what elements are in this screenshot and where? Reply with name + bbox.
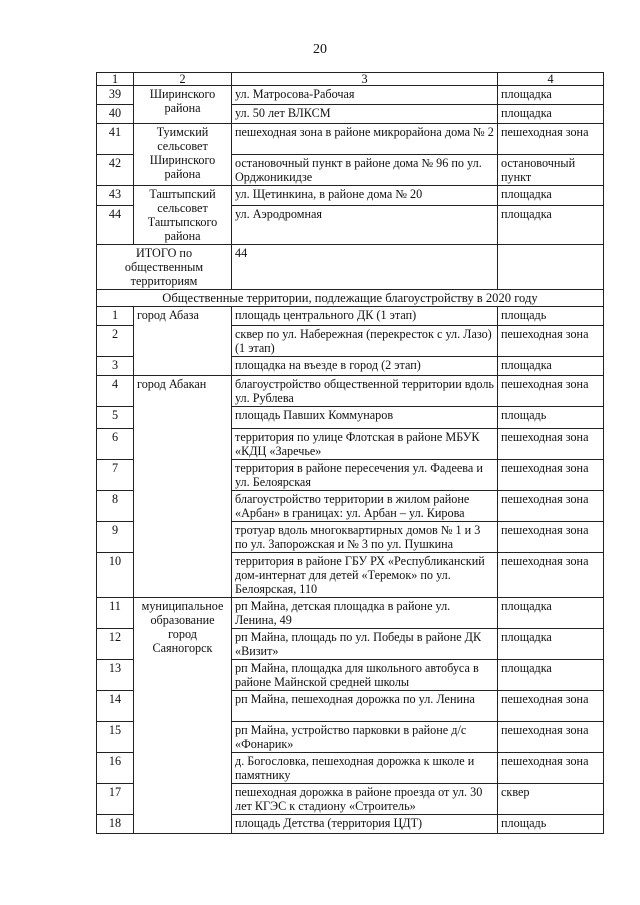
territory-name: площадка на въезде в город (2 этап) bbox=[232, 357, 498, 376]
table-row bbox=[97, 598, 604, 629]
territory-type: пешеходная зона bbox=[498, 460, 604, 491]
table-row bbox=[97, 376, 604, 407]
territory-name: рп Майна, площадка для школьного автобуса в районе Майнской средней школы bbox=[232, 660, 498, 691]
total-label: ИТОГО по общественным территориям bbox=[97, 245, 232, 290]
territory-name: ул. Щетинкина, в районе дома № 20 bbox=[232, 186, 498, 206]
territory-name: площадь Павших Коммунаров bbox=[232, 407, 498, 429]
total-value: 44 bbox=[232, 245, 498, 290]
territory-name: пешеходная дорожка в районе проезда от ул. 30 лет КГЭС к стадиону «Строитель» bbox=[232, 784, 498, 815]
row-number: 13 bbox=[97, 660, 134, 691]
section-row bbox=[97, 290, 604, 307]
territory-type: пешеходная зона bbox=[498, 491, 604, 522]
table-header-row bbox=[97, 73, 604, 86]
territory-name: ул. Аэродромная bbox=[232, 206, 498, 245]
territory-name: тротуар вдоль многоквартирных домов № 1 и 3 по ул. Запорожская и № 3 по ул. Пушкина bbox=[232, 522, 498, 553]
territory-type: площадка bbox=[498, 206, 604, 245]
municipality-cell: город Абаза bbox=[134, 307, 232, 376]
table-row bbox=[97, 86, 604, 105]
territory-type: площадь bbox=[498, 815, 604, 834]
territory-type: площадь bbox=[498, 407, 604, 429]
territory-type: пешеходная зона bbox=[498, 429, 604, 460]
territory-name: территория в районе ГБУ РХ «Республиканский дом-интернат для детей «Теремок» по ул. Белоярская, 110 bbox=[232, 553, 498, 598]
row-number: 17 bbox=[97, 784, 134, 815]
territory-type: площадка bbox=[498, 357, 604, 376]
row-number: 15 bbox=[97, 722, 134, 753]
territory-type: пешеходная зона bbox=[498, 376, 604, 407]
territory-type: пешеходная зона bbox=[498, 722, 604, 753]
territories-table bbox=[96, 72, 604, 834]
territory-name: ул. Матросова-Рабочая bbox=[232, 86, 498, 105]
municipality-cell: город Абакан bbox=[134, 376, 232, 598]
territory-name: площадь центрального ДК (1 этап) bbox=[232, 307, 498, 326]
row-number: 42 bbox=[97, 155, 134, 186]
row-number: 6 bbox=[97, 429, 134, 460]
table-row bbox=[97, 186, 604, 206]
column-header: 3 bbox=[232, 73, 498, 86]
row-number: 40 bbox=[97, 105, 134, 124]
column-header: 1 bbox=[97, 73, 134, 86]
territory-name: территория по улице Флотская в районе МБУК «КДЦ «Заречье» bbox=[232, 429, 498, 460]
row-number: 2 bbox=[97, 326, 134, 357]
row-number: 7 bbox=[97, 460, 134, 491]
territory-type: площадка bbox=[498, 105, 604, 124]
municipality-cell: Таштыпский сельсовет Таштыпского района bbox=[134, 186, 232, 245]
total-row bbox=[97, 245, 604, 290]
territory-name: благоустройство общественной территории вдоль ул. Рублева bbox=[232, 376, 498, 407]
territory-name: пешеходная зона в районе микрорайона дома № 2 bbox=[232, 124, 498, 155]
table-row bbox=[97, 307, 604, 326]
territory-type: площадка bbox=[498, 598, 604, 629]
territory-name: рп Майна, детская площадка в районе ул. Ленина, 49 bbox=[232, 598, 498, 629]
territory-type: площадка bbox=[498, 186, 604, 206]
municipality-cell: муниципальное образование город Саяногорск bbox=[134, 598, 232, 834]
row-number: 12 bbox=[97, 629, 134, 660]
territory-name: рп Майна, пешеходная дорожка по ул. Ленина bbox=[232, 691, 498, 722]
row-number: 8 bbox=[97, 491, 134, 522]
row-number: 43 bbox=[97, 186, 134, 206]
territory-type: пешеходная зона bbox=[498, 522, 604, 553]
territory-name: площадь Детства (территория ЦДТ) bbox=[232, 815, 498, 834]
territory-type: площадка bbox=[498, 629, 604, 660]
table-row bbox=[97, 124, 604, 155]
row-number: 10 bbox=[97, 553, 134, 598]
municipality-cell: Туимский сельсовет Ширинского района bbox=[134, 124, 232, 186]
territory-type: площадка bbox=[498, 86, 604, 105]
territory-type: пешеходная зона bbox=[498, 553, 604, 598]
column-header: 2 bbox=[134, 73, 232, 86]
row-number: 1 bbox=[97, 307, 134, 326]
territory-name: д. Богословка, пешеходная дорожка к школе и памятнику bbox=[232, 753, 498, 784]
municipality-cell: Ширинского района bbox=[134, 86, 232, 124]
column-header: 4 bbox=[498, 73, 604, 86]
row-number: 11 bbox=[97, 598, 134, 629]
territory-type: пешеходная зона bbox=[498, 753, 604, 784]
territory-name: остановочный пункт в районе дома № 96 по ул. Орджоникидзе bbox=[232, 155, 498, 186]
row-number: 5 bbox=[97, 407, 134, 429]
row-number: 14 bbox=[97, 691, 134, 722]
row-number: 4 bbox=[97, 376, 134, 407]
territory-name: территория в районе пересечения ул. Фадеева и ул. Белоярская bbox=[232, 460, 498, 491]
row-number: 16 bbox=[97, 753, 134, 784]
row-number: 9 bbox=[97, 522, 134, 553]
row-number: 41 bbox=[97, 124, 134, 155]
territory-name: сквер по ул. Набережная (перекресток с ул. Лазо) (1 этап) bbox=[232, 326, 498, 357]
territory-type: пешеходная зона bbox=[498, 326, 604, 357]
territory-name: рп Майна, площадь по ул. Победы в районе ДК «Визит» bbox=[232, 629, 498, 660]
territory-type: пешеходная зона bbox=[498, 691, 604, 722]
row-number: 18 bbox=[97, 815, 134, 834]
territory-name: рп Майна, устройство парковки в районе д/с «Фонарик» bbox=[232, 722, 498, 753]
territory-type: площадка bbox=[498, 660, 604, 691]
page-number: 20 bbox=[313, 42, 327, 57]
territory-type: площадь bbox=[498, 307, 604, 326]
territory-type: остановочный пункт bbox=[498, 155, 604, 186]
row-number: 3 bbox=[97, 357, 134, 376]
row-number: 44 bbox=[97, 206, 134, 245]
empty-cell bbox=[498, 245, 604, 290]
section-title: Общественные территории, подлежащие благоустройству в 2020 году bbox=[97, 290, 604, 307]
territory-type: сквер bbox=[498, 784, 604, 815]
territory-name: ул. 50 лет ВЛКСМ bbox=[232, 105, 498, 124]
territory-type: пешеходная зона bbox=[498, 124, 604, 155]
row-number: 39 bbox=[97, 86, 134, 105]
territory-name: благоустройство территории в жилом районе «Арбан» в границах: ул. Арбан – ул. Кирова bbox=[232, 491, 498, 522]
